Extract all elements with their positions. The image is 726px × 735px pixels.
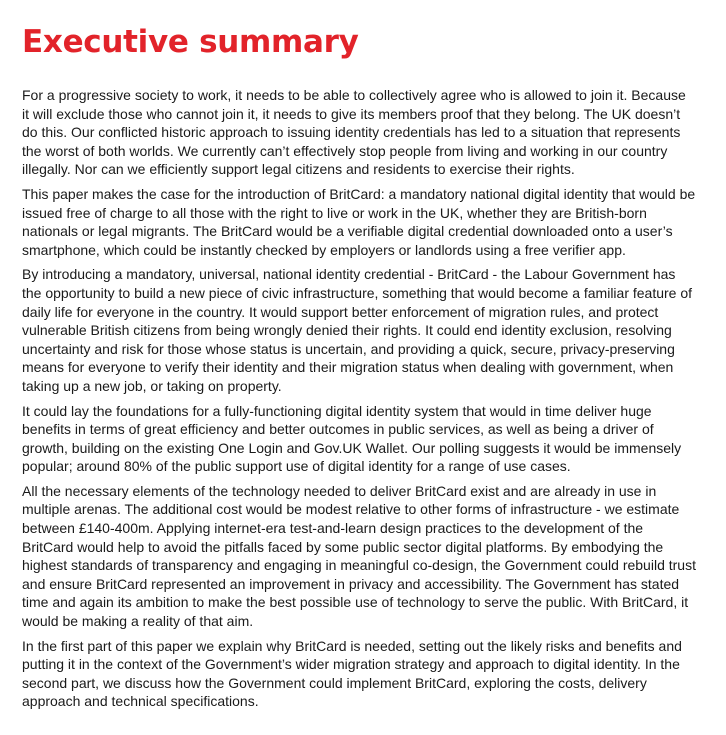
page-title: Executive summary: [22, 24, 359, 60]
paragraph-4: It could lay the foundations for a fully-functioning digital identity system that would in time deliver huge benefits in terms of great efficiency and better outcomes in public services, as well as being a driver of growth, building on the existing One Login and Gov.UK Wallet. Our polling suggests it would be immensely popular; around 80% of the public support use of digital identity for a range of use cases.: [22, 402, 682, 475]
paragraph-3: By introducing a mandatory, universal, national identity credential - BritCard - the Labour Government has the opportunity to build a new piece of civic infrastructure, something that would become a familiar feature of daily life for everyone in the country. It would support better enforcement of migration rules, and protect vulnerable British citizens from being wrongly denied their rights. It could end identity exclusion, resolving uncertainty and risk for those whose status is uncertain, and providing a quick, secure, privacy-preserving means for everyone to verify their identity and their migration status when dealing with government, when taking up a new job, or taking on property.: [22, 266, 693, 394]
paragraph-2: This paper makes the case for the introduction of BritCard: a mandatory national digital identity that would be issued free of charge to all those with the right to live or work in the UK, whether they are British-born nationals or legal migrants. The BritCard would be a verifiable digital credential downloaded onto a user’s smartphone, which could be instantly checked by employers or landlords using a free verifier app.: [22, 185, 696, 258]
paragraph-1: For a progressive society to work, it needs to be able to collectively agree who is allowed to join it. Because it will exclude those who cannot join it, it needs to give its members proof that they belong. The UK doesn’t do this. Our conflicted historic approach to issuing identity credentials has led to a situation that represents the worst of both worlds. We currently can’t effectively stop people from living and working in our country illegally. Nor can we efficiently support legal citizens and residents to exercise their rights.: [22, 87, 686, 178]
paragraph-5: All the necessary elements of the technology needed to deliver BritCard exist and are already in use in multiple arenas. The additional cost would be modest relative to other forms of infrastructure - we estimate between £140-400m. Applying internet-era test-and-learn design practices to the development of the BritCard would help to avoid the pitfalls faced by some public sector digital platforms. By embodying the highest standards of transparency and engaging in meaningful co-design, the Government could rebuild trust and ensure BritCard represented an improvement in privacy and accessibility. The Government has stated time and again its ambition to make the best possible use of technology to serve the public. With BritCard, it would be making a reality of that aim.: [22, 482, 696, 630]
paragraph-6: In the first part of this paper we explain why BritCard is needed, setting out the likely risks and benefits and putting it in the context of the Government’s wider migration strategy and approach to digital identity. In the second part, we discuss how the Government could implement BritCard, exploring the costs, delivery approach and technical specifications.: [22, 637, 682, 710]
